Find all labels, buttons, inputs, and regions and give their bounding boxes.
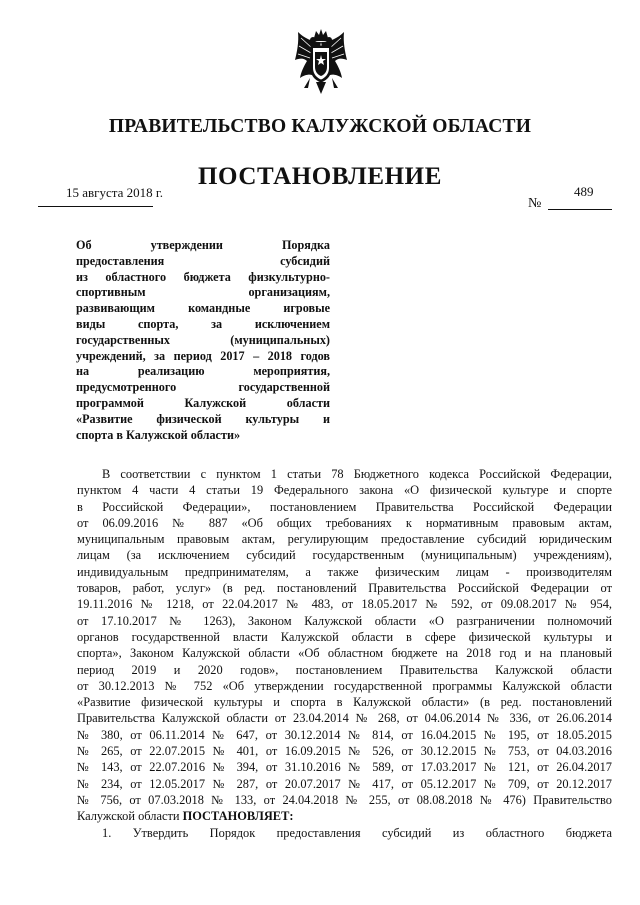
subject-line: виды спорта, за исключением bbox=[76, 316, 330, 331]
body-line: 19.11.2016 № 1218, от 22.04.2017 № 483, от 18.05.2017 № 592, от 09.08.2017 № 954, bbox=[77, 597, 612, 612]
subject-line: «Развитие физической культуры и bbox=[76, 411, 330, 426]
document-date: 15 августа 2018 г. bbox=[66, 185, 163, 200]
closing-line bbox=[77, 808, 612, 824]
body-line: от 06.09.2016 № 887 «Об общих требованиях к нормативным правовым актам, bbox=[77, 515, 612, 530]
closing-line-prefix: Калужской области bbox=[77, 809, 183, 824]
subject-line: развивающим командные игровые bbox=[76, 301, 330, 316]
body-line: Правительства Калужской области от 23.04.2014 № 268, от 04.06.2014 № 336, от 26.06.2014 bbox=[77, 711, 612, 726]
subject-line: государственных (муниципальных) bbox=[76, 332, 330, 347]
subject-line: из областного бюджета физкультурно- bbox=[76, 269, 330, 284]
subject-line: программой Калужской области bbox=[76, 395, 330, 410]
subject-line: предоставления субсидий bbox=[76, 253, 330, 268]
decree-verb: ПОСТАНОВЛЯЕТ: bbox=[182, 809, 294, 824]
number-underline bbox=[548, 209, 612, 210]
body-line: муниципальным правовым актам, регулирующим предоставление субсидий юридическим bbox=[77, 532, 612, 547]
document-type-title: ПОСТАНОВЛЕНИЕ bbox=[197, 163, 443, 190]
subject-line: спортивным организациям, bbox=[76, 285, 330, 300]
subject-line: предусмотренного государственной bbox=[76, 380, 330, 395]
body-line: от 30.12.2013 № 752 «Об утверждении государственной программы Калужской области bbox=[77, 678, 612, 693]
body-line: товаров, работ, услуг» (в ред. постановлений Правительства Российской Федерации от bbox=[77, 581, 612, 596]
body-line: в Российской Федерации», постановлением Правительства Российской Федерации bbox=[77, 499, 612, 514]
body-line: от 17.10.2017 № 1263), Законом Калужской области «О разграничении полномочий bbox=[77, 613, 612, 628]
body-line: В соответствии с пунктом 1 статьи 78 Бюджетного кодекса Российской Федерации, bbox=[102, 467, 612, 481]
number-sign: № bbox=[528, 196, 542, 211]
body-line: пунктом 4 части 4 статьи 19 Федерального закона «О физической культуре и спорте bbox=[77, 483, 612, 498]
body-line: № 234, от 12.05.2017 № 287, от 20.07.2017 № 417, от 05.12.2017 № 709, от 20.12.2017 bbox=[77, 776, 612, 791]
date-underline bbox=[38, 206, 153, 207]
body-line: период 2019 и 2020 годов», постановлением Правительства Калужской области bbox=[77, 662, 612, 677]
coat-of-arms-emblem bbox=[292, 28, 350, 98]
subject-line: на реализацию мероприятия, bbox=[76, 364, 330, 379]
subject-line: спорта в Калужской области» bbox=[76, 427, 241, 442]
body-line: № 380, от 06.11.2014 № 647, от 30.12.2014 № 814, от 16.04.2015 № 195, от 18.05.2015 bbox=[77, 727, 612, 742]
document-number: 489 bbox=[574, 184, 594, 199]
body-line: органов государственной власти Калужской области в сфере физической культуры и bbox=[77, 629, 612, 644]
body-line: № 265, от 22.07.2015 № 401, от 16.09.2015 № 526, от 30.12.2015 № 753, от 04.03.2016 bbox=[77, 744, 612, 759]
body-line: № 756, от 07.03.2018 № 133, от 24.04.2018 № 255, от 08.08.2018 № 476) Правительство bbox=[77, 792, 612, 807]
body-line: лицам (за исключением субсидий государственным (муниципальным) учреждениям), bbox=[77, 548, 612, 563]
subject-line: Об утверждении Порядка bbox=[76, 238, 330, 252]
subject-line: учреждений, за период 2017 – 2018 годов bbox=[76, 348, 330, 363]
document-body bbox=[77, 466, 612, 841]
body-line: № 143, от 22.07.2016 № 394, от 31.10.2016 № 589, от 17.03.2017 № 121, от 26.04.2017 bbox=[77, 760, 612, 775]
government-title: ПРАВИТЕЛЬСТВО КАЛУЖСКОЙ ОБЛАСТИ bbox=[108, 116, 532, 137]
body-line: спорта», Законом Калужской области «Об областном бюджете на 2018 год и на плановый bbox=[77, 646, 612, 661]
body-line: индивидуальным предпринимателям, а также физическим лицам - производителям bbox=[77, 564, 612, 579]
document-subject bbox=[76, 238, 330, 443]
body-line: «Развитие физической культуры и спорта в Калужской области» (в ред. постановлений bbox=[77, 695, 612, 710]
item-1-line: 1. Утвердить Порядок предоставления субсидий из областного бюджета bbox=[102, 825, 612, 840]
